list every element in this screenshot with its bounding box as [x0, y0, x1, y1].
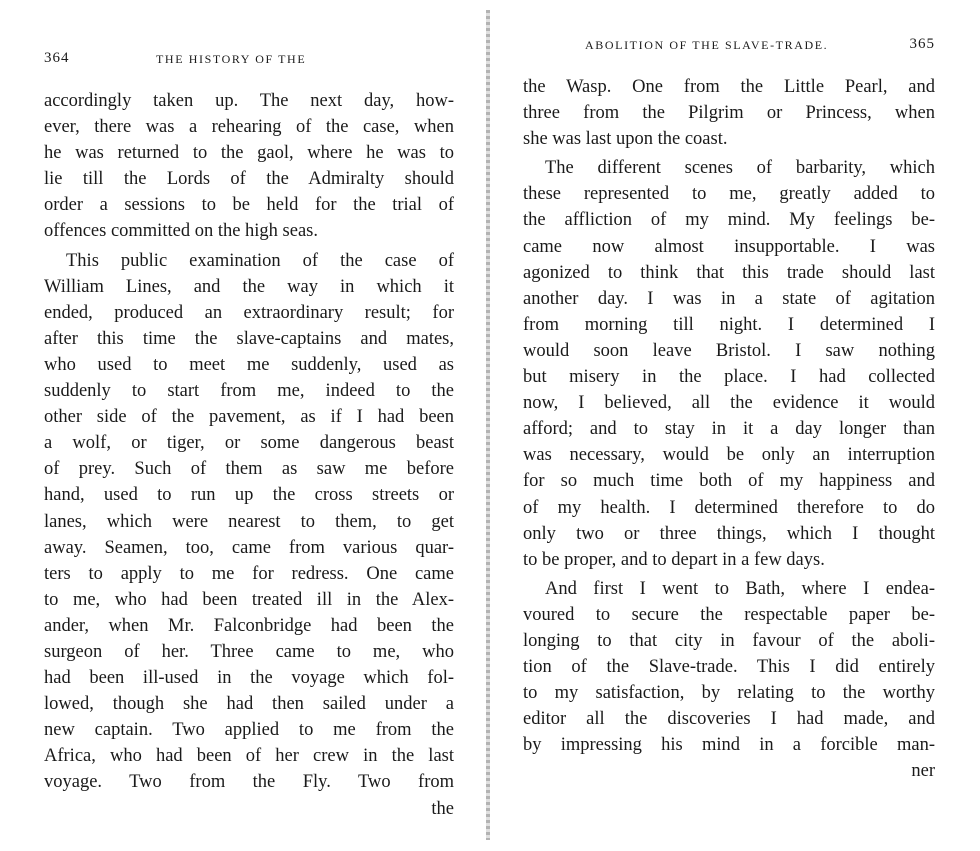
text-line: editor all the discoveries I had made, and	[523, 709, 935, 730]
text-line: these represented to me, greatly added to	[523, 184, 935, 205]
text-line: was necessary, would be only an interruption	[523, 445, 935, 466]
text-line: a wolf, or tiger, or some dangerous beast	[44, 433, 454, 454]
text-line: Africa, who had been of her crew in the last	[44, 746, 454, 767]
text-line: the affliction of my mind. My feelings be-	[523, 210, 935, 231]
text-line: order a sessions to be held for the trial of	[44, 195, 454, 216]
left-page-number: 364	[44, 50, 70, 66]
text-line: by impressing his mind in a forcible man-	[523, 735, 935, 756]
text-line: three from the Pilgrim or Princess, when	[523, 103, 935, 124]
right-running-head: ABOLITION OF THE SLAVE-TRADE.	[585, 38, 829, 52]
text-line: had been ill-used in the voyage which fol-	[44, 668, 454, 689]
text-line: she was last upon the coast.	[523, 129, 728, 150]
text-line: after this time the slave-captains and mates,	[44, 328, 454, 349]
text-line: to be proper, and to depart in a few days.	[523, 549, 825, 570]
text-line: accordingly taken up. The next day, how-	[44, 91, 454, 111]
text-line: surgeon of her. Three came to me, who	[44, 641, 454, 662]
text-line: And first I went to Bath, where I endea-	[545, 578, 935, 599]
text-line: agonized to think that this trade should last	[523, 262, 935, 283]
text-line: but misery in the place. I had collected	[523, 367, 935, 388]
text-line: afford; and to stay in it a day longer than	[523, 419, 935, 440]
right-page-number: 365	[909, 36, 935, 52]
text-line: of my health. I determined therefore to do	[523, 497, 935, 518]
text-line: other side of the pavement, as if I had been	[44, 407, 454, 428]
text-line: he was returned to the gaol, where he was to	[44, 143, 454, 164]
left-page-text	[44, 88, 454, 822]
catchword: the	[431, 798, 454, 819]
text-line: suddenly to start from me, indeed to the	[44, 381, 454, 402]
text-line: ters to apply to me for redress. One came	[44, 563, 454, 584]
book-gutter	[486, 10, 490, 840]
text-line: came now almost insupportable. I was	[523, 236, 935, 257]
catchword: ner	[911, 761, 935, 782]
text-line: away. Seamen, too, came from various quar-	[44, 537, 454, 558]
text-line: another day. I was in a state of agitation	[523, 288, 935, 309]
text-line: hand, used to run up the cross streets or	[44, 485, 454, 506]
text-line: who used to meet me suddenly, used as	[44, 354, 454, 375]
text-line: William Lines, and the way in which it	[44, 276, 454, 297]
text-line: lowed, though she had then sailed under a	[44, 694, 454, 715]
text-line: lanes, which were nearest to them, to get	[44, 511, 454, 532]
text-line: for so much time both of my happiness and	[523, 471, 935, 492]
text-line: to me, who had been treated ill in the Alex-	[44, 589, 454, 610]
text-line: of prey. Such of them as saw me before	[44, 459, 454, 480]
text-line: voyage. Two from the Fly. Two from	[44, 772, 454, 793]
right-page-text	[523, 74, 935, 785]
text-line: The different scenes of barbarity, which	[545, 158, 935, 179]
text-line: the Wasp. One from the Little Pearl, and	[523, 77, 935, 97]
text-line: voured to secure the respectable paper be-	[523, 604, 935, 625]
text-line: ever, there was a rehearing of the case, when	[44, 117, 454, 138]
text-line: ended, produced an extraordinary result; for	[44, 302, 454, 323]
text-line: lie till the Lords of the Admiralty should	[44, 169, 454, 190]
text-line: This public examination of the case of	[66, 250, 454, 271]
text-line: new captain. Two applied to me from the	[44, 720, 454, 741]
text-line: offences committed on the high seas.	[44, 221, 319, 242]
text-line: longing to that city in favour of the aboli-	[523, 630, 935, 651]
text-line: now, I believed, all the evidence it would	[523, 393, 935, 414]
text-line: only two or three things, which I thought	[523, 523, 935, 544]
text-line: ander, when Mr. Falconbridge had been the	[44, 615, 454, 636]
text-line: from morning till night. I determined I	[523, 314, 935, 335]
text-line: tion of the Slave-trade. This I did entirely	[523, 657, 935, 678]
text-line: would soon leave Bristol. I saw nothing	[523, 340, 935, 361]
left-running-head: THE HISTORY OF THE	[156, 52, 307, 66]
text-line: to my satisfaction, by relating to the worthy	[523, 683, 935, 704]
